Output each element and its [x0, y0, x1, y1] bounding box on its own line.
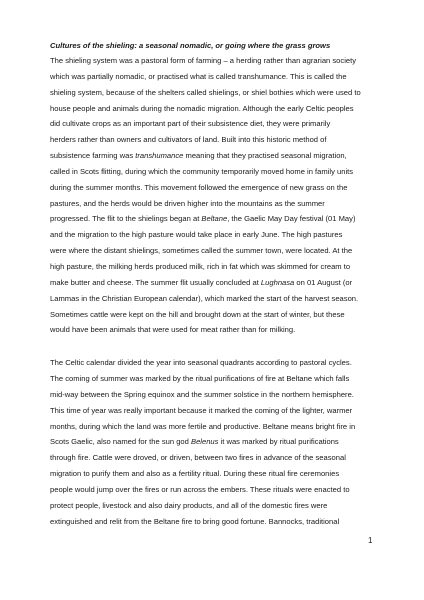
text-line — [50, 275, 374, 291]
text-line — [50, 101, 374, 117]
text-run: mid-way between the Spring equinox and the summer solstice in the northern hemisphere. — [50, 389, 354, 399]
text-line — [50, 85, 374, 101]
text-run: were where the distant shielings, sometimes called the summer town, were located. At the — [50, 246, 353, 256]
text-run: house people and animals during the nomadic migration. Although the early Celtic peoples — [50, 103, 354, 113]
text-line — [50, 403, 374, 419]
text-line — [50, 53, 374, 69]
text-line — [50, 164, 374, 180]
text-line — [50, 322, 374, 338]
text-line — [50, 307, 374, 323]
text-run: did cultivate crops as an important part of their subsistence diet, they were primarily — [50, 119, 331, 129]
text-run: The shieling system was a pastoral form of farming – a herding rather than agrarian society — [50, 56, 357, 65]
text-run: Lammas in the Christian European calendar), which marked the start of the harvest season. — [50, 293, 359, 303]
text-line — [50, 196, 374, 212]
text-line — [50, 434, 374, 450]
text-line — [50, 371, 374, 387]
page-number: 1 — [368, 536, 373, 545]
text-line — [50, 482, 374, 498]
italic-term: Beltane — [201, 214, 228, 224]
text-line — [50, 132, 374, 148]
text-run: shieling system, because of the shelters called shielings, or shiel bothies which were used to — [50, 87, 361, 97]
text-run: protect people, livestock and also dairy products, and all of the domestic fires were — [50, 500, 328, 510]
text-line — [50, 180, 374, 196]
text-run: migration to purify them and also as a fertility ritual. During these ritual fire ceremonies — [50, 469, 340, 479]
text-run: which was partially nomadic, or practised what is called transhumance. This is called the — [50, 71, 347, 81]
text-run: progressed. The flit to the shielings began at — [50, 214, 202, 224]
text-line — [50, 355, 374, 371]
text-run: would have been animals that were used for meat rather than for milking. — [50, 325, 296, 335]
paragraph-shieling-system — [50, 53, 374, 338]
text-line — [50, 466, 374, 482]
italic-term: transhumance — [135, 151, 184, 161]
text-run: high pasture, the milking herds produced milk, rich in fat which was skimmed for cream to — [50, 261, 351, 271]
text-line — [50, 291, 374, 307]
text-line — [50, 450, 374, 466]
text-line — [50, 514, 374, 530]
text-run: through fire. Cattle were droved, or driven, between two fires in advance of the seasonal — [50, 453, 346, 463]
document-title: Cultures of the shieling: a seasonal nomadic, or going where the grass grows — [50, 41, 331, 50]
text-line — [50, 69, 374, 85]
text-run: make butter and cheese. The summer flit usually concluded at — [50, 277, 261, 287]
text-run: herders rather than owners and cultivators of land. Built into this historic method of — [50, 135, 327, 145]
text-run: pastures, and the herds would be driven higher into the mountains as the summer — [50, 198, 325, 208]
italic-term: Belenus — [191, 437, 219, 447]
text-line — [50, 259, 374, 275]
text-run: during the summer months. This movement followed the emergence of new grass on the — [50, 182, 348, 192]
italic-term: Lughnasa — [260, 277, 295, 287]
text-run: The coming of summer was marked by the ritual purifications of fire at Beltane which falls — [50, 374, 350, 384]
text-run: Scots Gaelic, also named for the sun god — [50, 437, 191, 447]
text-line — [50, 227, 374, 243]
text-run: , the Gaelic May Day festival (01 May) — [227, 214, 356, 224]
paragraph-gap — [50, 338, 374, 355]
text-run: meaning that they practised seasonal migration, — [183, 151, 347, 161]
text-line — [50, 498, 374, 514]
text-line — [50, 148, 374, 164]
text-line — [50, 243, 374, 259]
text-run: months, during which the land was more fertile and productive. Beltane means bright fire in — [50, 421, 356, 431]
text-run: and the migration to the high pasture would take place in early June. The high pastures — [50, 230, 343, 240]
text-run: The Celtic calendar divided the year into seasonal quadrants according to pastoral cycles. — [50, 358, 352, 368]
paragraph-celtic-calendar — [50, 355, 374, 529]
text-line — [50, 116, 374, 132]
text-run: Sometimes cattle were kept on the hill and brought down at the start of winter, but these — [50, 309, 345, 319]
text-run: extinguished and relit from the Beltane fire to bring good fortune. Bannocks, traditional — [50, 516, 340, 526]
text-line — [50, 419, 374, 435]
text-run: on 01 August (or — [294, 277, 353, 287]
text-run: it was marked by ritual purifications — [218, 437, 339, 447]
text-run: subsistence farming was — [50, 151, 136, 161]
text-run: This time of year was really important because it marked the coming of the lighter, warmer — [50, 405, 353, 415]
text-run: called in Scots flitting, during which the community temporarily moved home in family units — [50, 166, 354, 176]
text-line — [50, 211, 374, 227]
text-run: people would jump over the fires or run across the embers. These rituals were enacted to — [50, 484, 350, 494]
text-line — [50, 387, 374, 403]
